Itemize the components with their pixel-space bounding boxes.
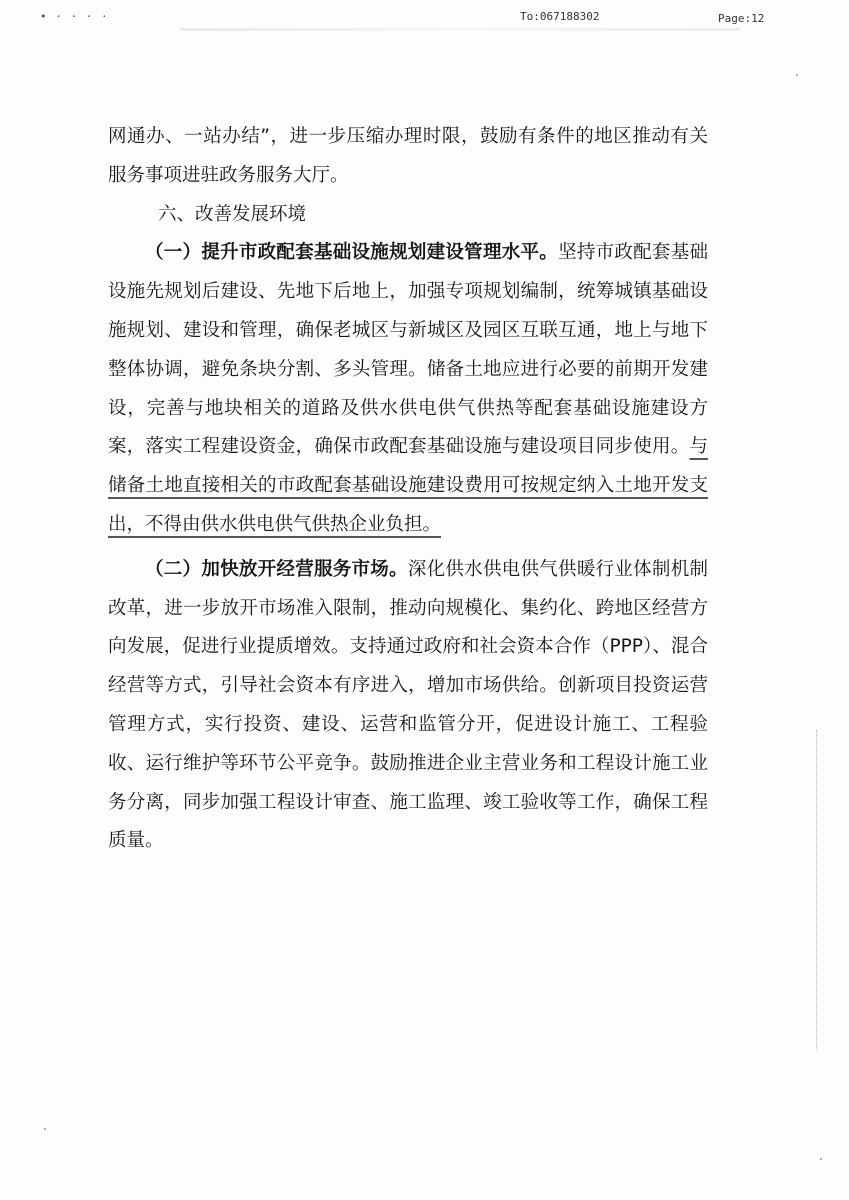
- scan-speck: [44, 1128, 46, 1130]
- item-2-body: 深化供水供电供气供暖行业体制机制改革，进一步放开市场准入限制，推动向规模化、集约化、跨地区经营方向发展，促进行业提质增效。支持通过政府和社会资本合作（PPP）、混合经营等方式，引导社会资本有序进入，增加市场供给。创新项目投资运营管理方式，实行投资、建设、运营和监管分开，促进设计施工、工程验收、运行维护等环节公平竞争。鼓励推进企业主营业务和工程设计施工业务分离，同步加强工程设计审查、施工监理、竣工验收等工作，确保工程质量。: [108, 558, 708, 852]
- margin-scan-marks: [816, 730, 821, 1050]
- item-2-title: （二）加快放开经营服务市场。: [145, 558, 408, 580]
- scan-speck: [820, 1158, 822, 1160]
- item-1-paragraph: [108, 234, 708, 544]
- scan-streak: [180, 28, 740, 31]
- fax-from: • · · · ·: [40, 10, 109, 23]
- section-heading: 六、改善发展环境: [158, 203, 307, 225]
- scan-speck: [796, 74, 798, 76]
- item-1-title: （一）提升市政配套基础设施规划建设管理水平。: [145, 242, 559, 264]
- paragraph-continued: 网通办、一站办结”，进一步压缩办理时限，鼓励有条件的地区推动有关服务事项进驻政务服务大厅。: [108, 126, 708, 186]
- item-1-underlined-text: 与储备土地直接相关的市政配套基础设施建设费用可按规定纳入土地开发支出，不得由供水供电供气供热企业负担。: [108, 436, 708, 535]
- item-1-body: 坚持市政配套基础设施先规划后建设、先地下后地上，加强专项规划编制，统筹城镇基础设施规划、建设和管理，确保老城区与新城区及园区互联互通，地上与地下整体协调，避免条块分割、多头管理。储备土地应进行必要的前期开发建设，完善与地块相关的道路及供水供电供气供热等配套基础设施建设方案，落实工程建设资金，确保市政配套基础设施与建设项目同步使用。: [108, 242, 708, 458]
- item-2-paragraph: [108, 551, 708, 861]
- fax-page-number: Page:12: [718, 12, 765, 25]
- document-body: [108, 118, 708, 861]
- fax-recipient: To:067188302: [520, 10, 600, 23]
